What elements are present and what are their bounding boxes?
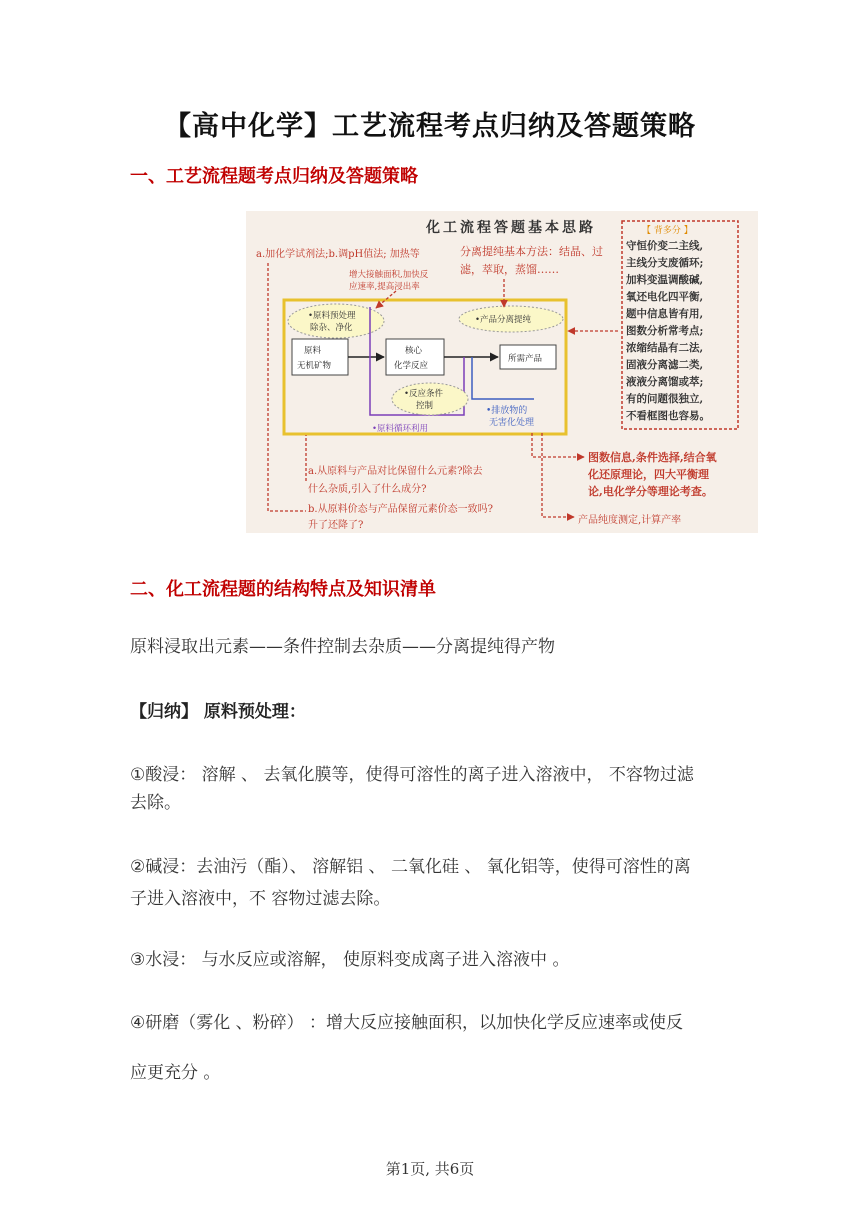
mnemonic-line: 主线分支废循环;: [626, 257, 704, 269]
mnemonic-line: 液液分离馏或萃;: [626, 376, 704, 388]
note-separation-1: 分离提纯基本方法：结晶、过: [460, 245, 603, 258]
figure-title: 化工流程答题基本思路: [426, 220, 596, 236]
mnemonic-line: 图数分析常考点;: [626, 325, 704, 337]
section-heading-1: 一、工艺流程题考点归纳及答题策略: [130, 166, 418, 187]
cloud-pretreatment-1: •原料预处理: [308, 311, 356, 321]
paragraph-alkali-leach-1: ②碱浸：去油污（酯）、 溶解铝 、 二氧化硅 、 氧化铝等，使得可溶性的离: [130, 857, 691, 877]
section-heading-2: 二、化工流程题的结构特点及知识清单: [130, 579, 436, 600]
paragraph-water-leach: ③水浸： 与水反应或溶解， 使原料变成离子进入溶液中 。: [130, 950, 570, 970]
mnemonic-line: 固液分离滤二类,: [626, 359, 704, 371]
box-core-1: 核心: [405, 346, 423, 356]
cloud-pretreatment-2: 除杂、净化: [310, 323, 353, 333]
mnemonic-line: 浓缩结晶有二法,: [626, 342, 704, 354]
box-raw-2: 无机矿物: [297, 361, 332, 371]
note-element-2: 什么杂质,引入了什么成分?: [308, 484, 427, 495]
mnemonic-line: 加料变温调酸碱,: [626, 274, 704, 286]
box-core-2: 化学反应: [394, 361, 429, 371]
paragraph-acid-leach-1: ①酸浸： 溶解 、 去氧化膜等，使得可溶性的离子进入溶液中， 不容物过滤: [130, 765, 694, 785]
mnemonic-title: 【 背多分 】: [642, 226, 693, 236]
mnemonic-line: 守恒价变二主线,: [626, 240, 704, 252]
emission-1: •排放物的: [486, 406, 528, 416]
emission-2: 无害化处理: [489, 418, 535, 428]
paragraph-grinding-2: 应更充分 。: [130, 1063, 221, 1083]
page-footer: 第1页, 共6页: [385, 1160, 475, 1178]
box-raw-1: 原料: [304, 346, 322, 356]
mnemonic-line: 题中信息皆有用,: [626, 308, 704, 320]
cloud-separation-text: •产品分离提纯: [475, 315, 532, 325]
cloud-condition-1: •反应条件: [404, 389, 444, 399]
note-contact-1: 增大接触面积,加快反: [349, 270, 429, 280]
note-reagent: a.加化学试剂法;b.调pH值法; 加热等: [256, 249, 420, 260]
note-theory-1: 图数信息,条件选择,结合氧: [588, 451, 717, 464]
paragraph-alkali-leach-2: 子进入溶液中，不 容物过滤去除。: [130, 889, 391, 909]
note-theory-3: 论,电化学分等理论考查。: [588, 485, 713, 498]
note-element-1: a.从原料与产品对比保留什么元素?除去: [308, 466, 483, 477]
flow-diagram-figure: [246, 211, 758, 533]
box-product-text: 所需产品: [508, 354, 543, 364]
recycle-label: •原料循环利用: [372, 424, 429, 434]
paragraph-acid-leach-2: 去除。: [130, 793, 181, 813]
note-purity: 产品纯度测定,计算产率: [578, 515, 682, 526]
mnemonic-line: 氧还电化四平衡,: [626, 291, 704, 303]
paragraph-summary: 【归纳】 原料预处理：: [130, 702, 306, 722]
flow-diagram: [246, 211, 758, 533]
mnemonic-line: 有的问题很独立,: [626, 393, 704, 405]
note-contact-2: 应速率,提高浸出率: [349, 282, 420, 292]
mnemonic-line: 不看框图也容易。: [626, 410, 710, 422]
mnemonic-lines: [625, 239, 710, 422]
cloud-condition-2: 控制: [416, 401, 434, 411]
paragraph-structure: 原料浸取出元素——条件控制去杂质——分离提纯得产物: [130, 637, 555, 657]
page-title: 【高中化学】工艺流程考点归纳及答题策略: [164, 111, 696, 142]
note-valence-2: 升了还降了?: [308, 520, 364, 531]
note-separation-2: 滤，萃取，蒸馏……: [460, 263, 559, 276]
note-theory-2: 化还原理论，四大平衡理: [588, 468, 709, 481]
note-valence-1: b.从原料价态与产品保留元素价态一致吗?: [308, 504, 493, 515]
paragraph-grinding-1: ④研磨（雾化 、粉碎） ：增大反应接触面积，以加快化学反应速率或使反: [130, 1013, 684, 1033]
